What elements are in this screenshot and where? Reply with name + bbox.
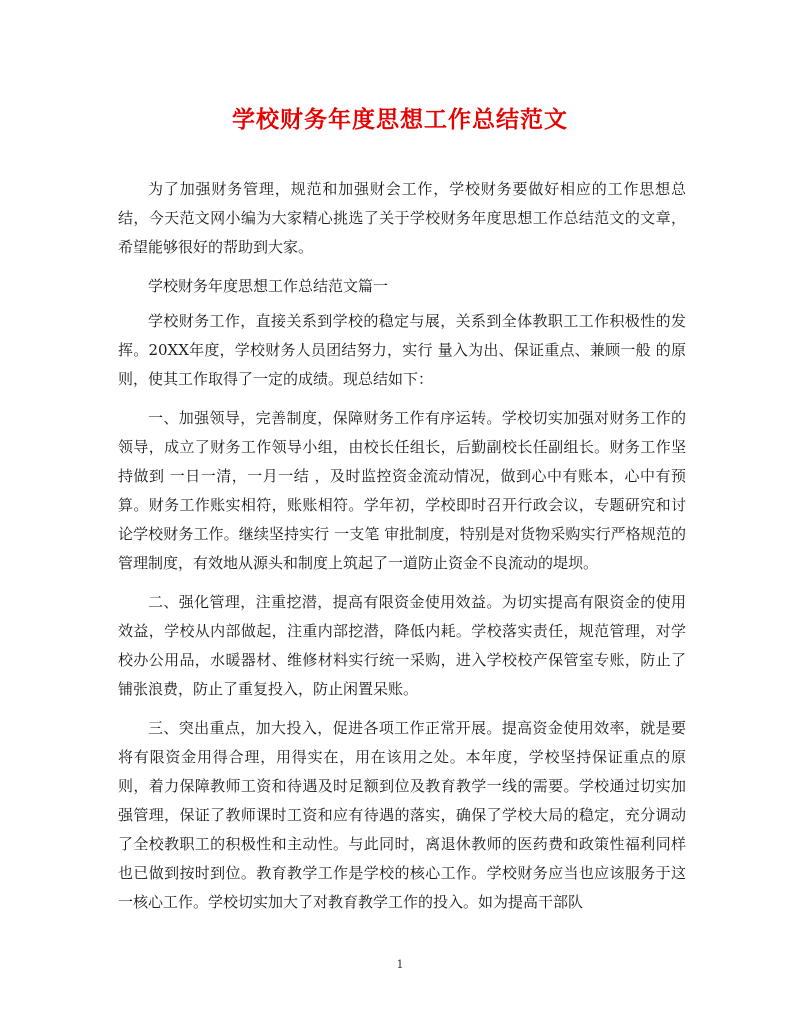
intro-paragraph: 为了加强财务管理，规范和加强财会工作，学校财务要做好相应的工作思想总结，今天范文网小编为大家精心挑选了关于学校财务年度思想工作总结范文的文章，希望能够很好的帮助到大家。 (118, 180, 686, 256)
point-three-paragraph: 三、突出重点，加大投入，促进各项工作正常开展。提高资金使用效率，就是要将有限资金用得合理，用得实在，用在该用之处。本年度，学校坚持保证重点的原则，着力保障教师工资和待遇及时足额到位及教育教学一线的需要。学校通过切实加强管理，保证了教师课时工资和应有待遇的落实，确保了学校大局的稳定，充分调动了全校教职工的积极性和主动性。与此同时，离退休教师的医药费和政策性福利同样也已做到按时到位。教育教学工作是学校的核心工作。学校财务应当也应该服务于这一核心工作。学校切实加大了对教育教学工作的投入。如为提高干部队 (118, 719, 686, 911)
document-body (118, 175, 686, 927)
section-heading: 学校财务年度思想工作总结范文篇一 (148, 277, 389, 295)
page-number: 1 (396, 958, 404, 971)
point-one-paragraph: 一、加强领导，完善制度，保障财务工作有序运转。学校切实加强对财务工作的领导，成立了财务工作领导小组，由校长任组长，后勤副校长任副组长。财务工作坚持做到 一日一清，一月一结 ，及时监控资金流动情况，做到心中有账本，心中有预算。财务工作账实相符，账账相符。学年初，学校即时召开行政会议，专题研究和讨论学校财务工作。继续坚持实行 一支笔 审批制度，特别是对货物采购实行严格规范的管理制度，有效地从源头和制度上筑起了一道防止资金不良流动的堤坝。 (118, 409, 686, 572)
point-two-paragraph: 二、强化管理，注重挖潜，提高有限资金使用效益。为切实提高有限资金的使用效益，学校从内部做起，注重内部挖潜，降低内耗。学校落实责任，规范管理，对学校办公用品，水暖器材、维修材料实行统一采购，进入学校校产保管室专账，防止了铺张浪费，防止了重复投入，防止闲置呆账。 (118, 593, 686, 698)
overview-paragraph: 学校财务工作，直接关系到学校的稳定与展，关系到全体教职工工作积极性的发挥。20XX年度，学校财务人员团结努力，实行 量入为出、保证重点、兼顾一般 的原则，使其工作取得了一定的成绩。现总结如下： (118, 312, 686, 388)
document-title: 学校财务年度思想工作总结范文 (232, 106, 568, 133)
